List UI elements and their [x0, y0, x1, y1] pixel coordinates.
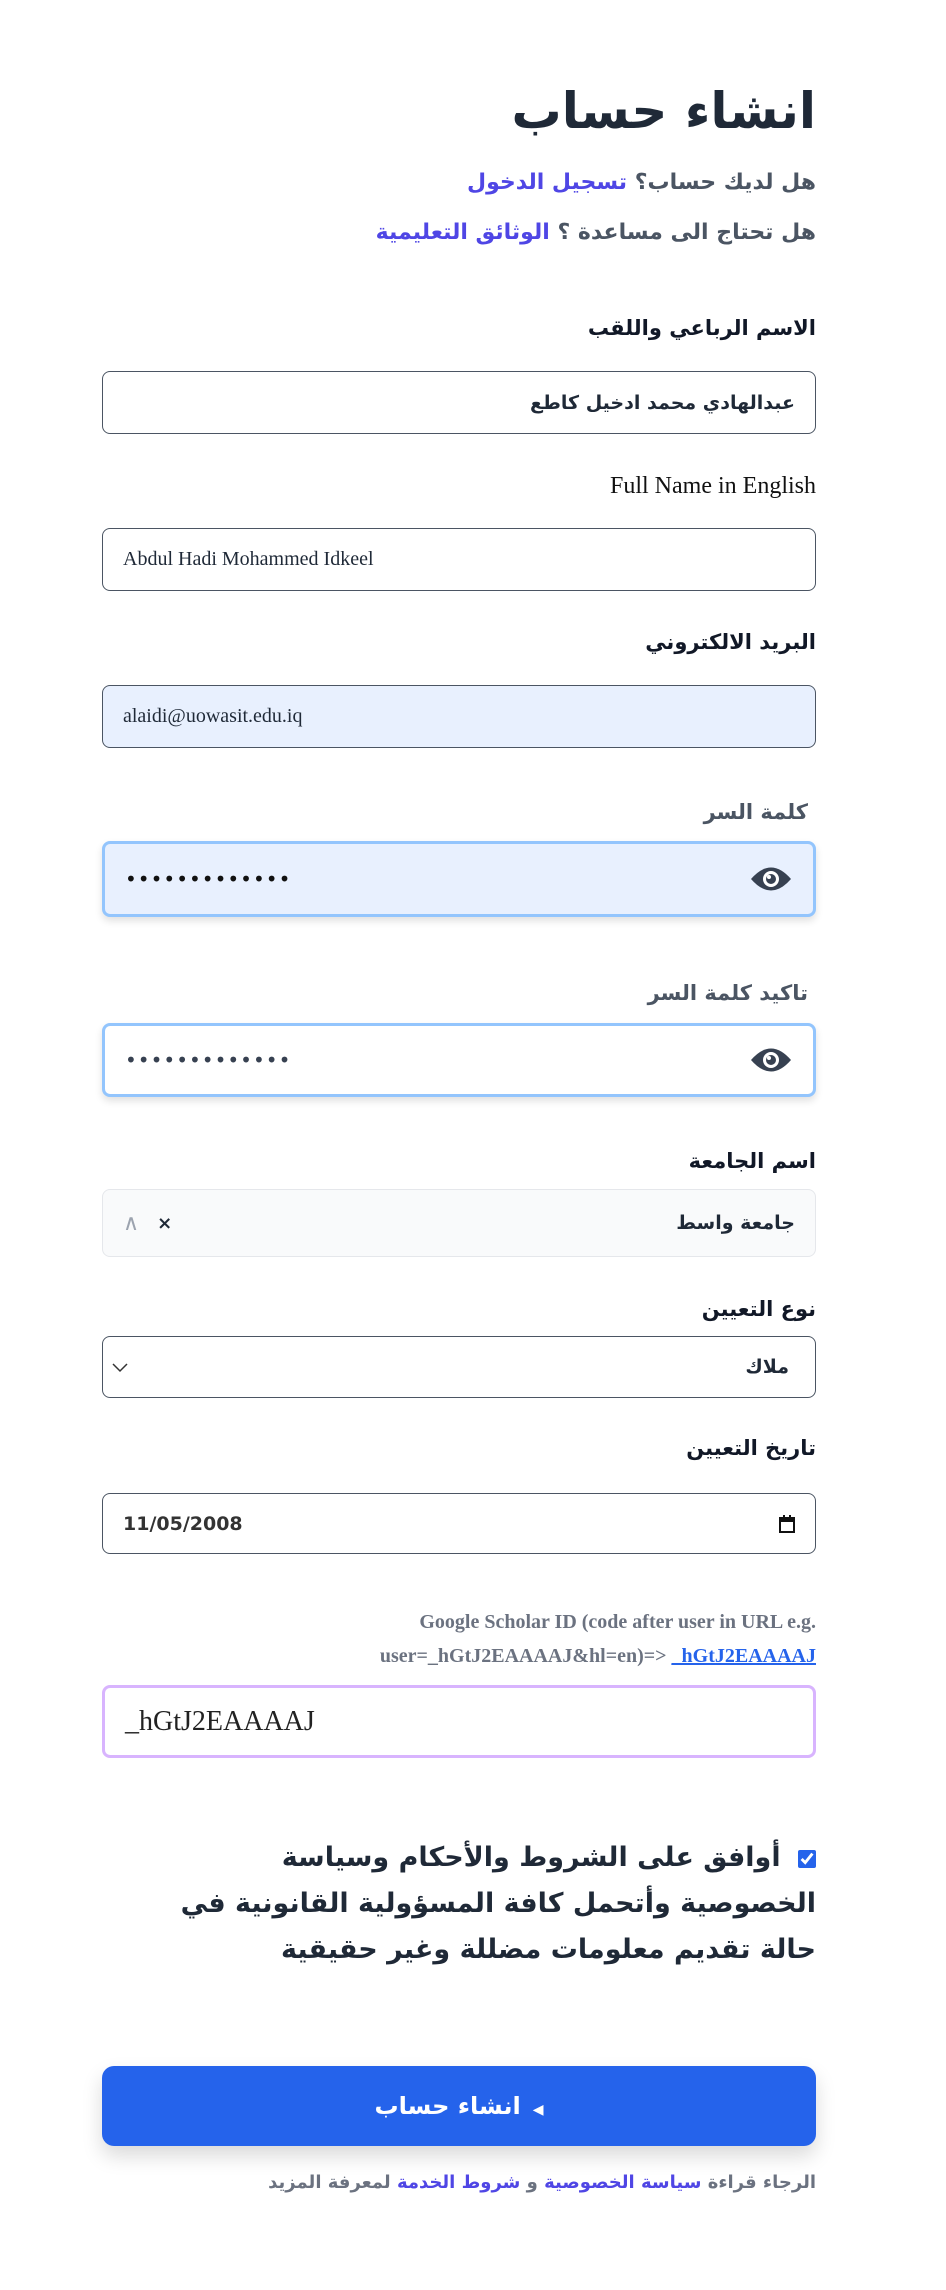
- login-link[interactable]: تسجيل الدخول: [467, 170, 628, 195]
- confirm-password-input[interactable]: [102, 1023, 816, 1097]
- full-name-ar-label: الاسم الرباعي واللقب: [587, 316, 816, 340]
- appointment-date-value: 11/05/2008: [123, 1512, 243, 1535]
- footer-suffix: لمعرفة المزيد: [268, 2172, 391, 2193]
- appointment-date-label: تاريخ التعيين: [686, 1436, 816, 1460]
- terms-link[interactable]: شروط الخدمة: [396, 2172, 521, 2193]
- confirm-password-value: •••••••••••••: [125, 1048, 292, 1072]
- email-label: البريد الالكتروني: [645, 630, 816, 654]
- university-label: اسم الجامعة: [688, 1149, 816, 1173]
- appointment-type-label: نوع التعيين: [701, 1297, 816, 1321]
- eye-icon[interactable]: [749, 1045, 793, 1075]
- scholar-label: [380, 1605, 816, 1673]
- help-prompt: [376, 220, 816, 245]
- help-question: هل تحتاج الى مساعدة ؟: [557, 220, 816, 245]
- docs-link[interactable]: الوثائق التعليمية: [375, 220, 550, 245]
- calendar-icon[interactable]: [779, 1515, 795, 1533]
- confirm-password-label: تاكيد كلمة السر: [647, 981, 808, 1005]
- terms-agreement: [176, 1835, 816, 1973]
- terms-text: أوافق على الشروط والأحكام وسياسة الخصوصية وأتحمل كافة المسؤولية القانونية في حالة تقديم معلومات مضللة وغير حقيقية: [180, 1842, 816, 1965]
- page-title: انشاء حساب: [511, 82, 816, 140]
- full-name-en-label: Full Name in English: [610, 473, 816, 499]
- terms-checkbox[interactable]: [798, 1850, 816, 1868]
- university-value: جامعة واسط: [676, 1212, 795, 1234]
- university-select[interactable]: [102, 1189, 816, 1257]
- footer-prefix: الرجاء قراءة: [707, 2172, 816, 2193]
- full-name-ar-input[interactable]: عبدالهادي محمد ادخيل كاطع: [102, 371, 816, 434]
- eye-icon[interactable]: [749, 864, 793, 894]
- create-account-button[interactable]: [102, 2066, 816, 2146]
- password-value: •••••••••••••: [125, 867, 292, 891]
- password-input[interactable]: [102, 841, 816, 917]
- scholar-id-input[interactable]: _hGtJ2EAAAAJ: [102, 1685, 816, 1758]
- chevron-up-icon[interactable]: ∧: [123, 1210, 140, 1236]
- footer-and: و: [526, 2172, 538, 2193]
- clear-icon[interactable]: ×: [157, 1212, 173, 1234]
- scholar-label-line2: user=_hGtJ2EAAAAJ&hl=en)=>: [379, 1645, 667, 1667]
- privacy-link[interactable]: سياسة الخصوصية: [544, 2172, 702, 2193]
- caret-left-icon: ◀: [532, 2102, 544, 2118]
- chevron-down-icon: [111, 1361, 129, 1373]
- scholar-label-line1: Google Scholar ID (code after user in URL e.g.: [419, 1611, 816, 1633]
- appointment-type-value: ملاك: [745, 1356, 789, 1378]
- password-label: كلمة السر: [703, 800, 808, 824]
- create-account-label: انشاء حساب: [374, 2092, 521, 2120]
- appointment-type-select[interactable]: [102, 1336, 816, 1398]
- scholar-example: _hGtJ2EAAAAJ: [671, 1645, 816, 1667]
- footer-note: [268, 2172, 816, 2193]
- login-prompt: [467, 170, 816, 195]
- full-name-en-input[interactable]: Abdul Hadi Mohammed Idkeel: [102, 528, 816, 591]
- appointment-date-input[interactable]: [102, 1493, 816, 1554]
- login-question: هل لديك حساب؟: [634, 170, 816, 195]
- email-input[interactable]: alaidi@uowasit.edu.iq: [102, 685, 816, 748]
